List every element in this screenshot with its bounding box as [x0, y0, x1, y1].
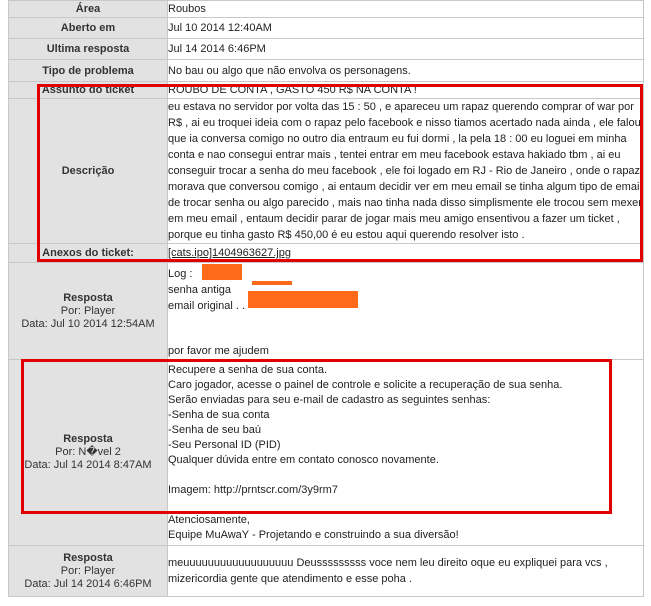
response-title: Resposta: [63, 551, 113, 564]
last-reply-value: Jul 14 2014 6:46PM: [168, 39, 644, 60]
response-meta: [9, 263, 168, 360]
response-row: [9, 360, 644, 546]
row-opened: [9, 18, 644, 39]
subject-label: Assunto do ticket: [9, 82, 168, 99]
response-author: Por: Player: [60, 564, 116, 577]
response-line: -Senha de seu baú: [168, 424, 261, 436]
last-reply-label: Ultima resposta: [9, 39, 168, 60]
response-body: [168, 360, 644, 546]
response-body: meuuuuuuuuuuuuuuuuuu Deusssssssss voce nem leu direito oque eu expliquei para vcs , mizericordia gente que atendimento e esse poha .: [168, 546, 644, 597]
response-line: Serão enviadas para seu e-mail de cadastro as seguintes senhas:: [168, 394, 491, 406]
response-title: Resposta: [63, 291, 113, 304]
problem-type-label: Tipo de problema: [9, 60, 168, 82]
area-label: Área: [9, 1, 168, 18]
attachments-label: Anexos do ticket:: [9, 244, 168, 263]
problem-type-value: No bau ou algo que não envolva os personagens.: [168, 60, 644, 82]
response-row: [9, 546, 644, 597]
response-line: -Seu Personal ID (PID): [168, 439, 281, 451]
response-author: Por: Player: [60, 304, 116, 317]
response-line: por favor me ajudem: [168, 345, 269, 357]
row-attachments: [9, 244, 644, 263]
response-line: email original . .: [168, 300, 246, 312]
area-value: Roubos: [168, 1, 644, 18]
response-line: Imagem: http://prntscr.com/3y9rm7: [168, 484, 338, 496]
row-problem-type: [9, 60, 644, 82]
opened-value: Jul 10 2014 12:40AM: [168, 18, 644, 39]
response-date: Data: Jul 14 2014 6:46PM: [24, 577, 152, 590]
response-line: Equipe MuAwaY - Projetando e construindo a sua diversão!: [168, 529, 459, 541]
response-row: [9, 263, 644, 360]
response-title: Resposta: [63, 433, 113, 445]
response-author: Por: N�vel 2: [55, 446, 121, 458]
opened-label: Aberto em: [9, 18, 168, 39]
redaction-block: [202, 264, 242, 280]
response-line: senha antiga: [168, 284, 231, 296]
response-meta: [9, 546, 168, 597]
redaction-block: [252, 281, 292, 285]
description-label: Descrição: [9, 99, 168, 244]
response-date: Data: Jul 14 2014 8:47AM: [24, 459, 152, 471]
row-area: [9, 1, 644, 18]
response-meta: [9, 360, 168, 546]
redaction-block: [248, 291, 358, 308]
response-date: Data: Jul 10 2014 12:54AM: [21, 317, 155, 330]
row-description: [9, 99, 644, 244]
response-line: Caro jogador, acesse o painel de controle e solicite a recuperação de sua senha.: [168, 379, 563, 391]
response-line: Atenciosamente,: [168, 514, 250, 526]
response-line: -Senha de sua conta: [168, 409, 270, 421]
row-last-reply: [9, 39, 644, 60]
description-value: eu estava no servidor por volta das 15 : 50 , e apareceu um rapaz querendo comprar of war por R$ , ai eu troquei ideia com o rapaz pelo facebook e nisso tiamos acertado nada ainda , ele falou que ia conversa comigo no outro dia entraum eu fui dormi , la pela 18 : 00 eu loguei em minha conta e nao consegui entrar mais , tentei entrar em meu facebook estava hakiado tbm , ai eu conseguir trocar a senha do meu facebook , ele foi logado em RJ - Rio de Janeiro , onde o rapaz morava que conversou comigo , ai entaum decidir ver em meu email se tinha algum tipo de email de trocar senha ou algo parecido , mais nao tinha nada disso simplismente ele trocou sem mexer em meu email , entaum decidir parar de jogar mais meu amigo ensentivou a fazer um ticket , porque eu tinha gasto R$ 450,00 é eu estou aqui querendo resolver isto .: [168, 99, 644, 244]
response-line: Qualquer dúvida entre em contato conosco novamente.: [168, 454, 439, 466]
attachment-link[interactable]: [cats.ipo]1404963627.jpg: [168, 247, 291, 259]
row-subject: [9, 82, 644, 99]
response-line: Recupere a senha de sua conta.: [168, 364, 328, 376]
subject-value: ROUBO DE CONTA , GASTO 450 R$ NA CONTA !: [168, 82, 644, 99]
response-line: Log :: [168, 268, 193, 280]
